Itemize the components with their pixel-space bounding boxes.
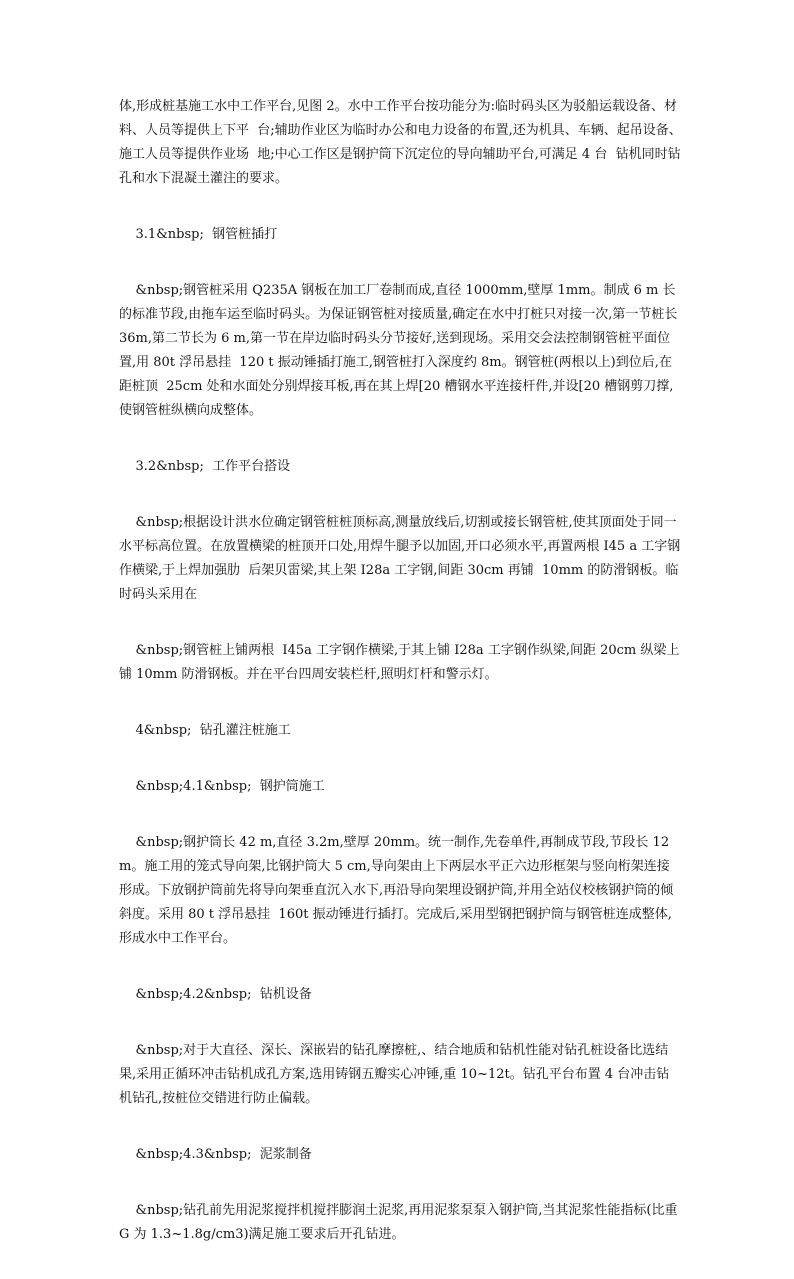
paragraph-steel-pipe-pile: &nbsp;钢管桩采用 Q235A 钢板在加工厂卷制而成,直径 1000mm,壁厚 1mm。制成 6 m 长的标准节段,由拖车运至临时码头。为保证钢管桩对接质量,确定在水中打桩只对接一次,第一节桩长 36m,第二节长为 6 m,第一节在岸边临时码头分节接好,送到现场。采用交会法控制钢管桩平面位置,用 80t 浮吊悬挂 120 t 振动锤插打施工,钢管桩打入深度约 8m。钢管桩(两根以上)到位后,在距桩顶 25cm 处和水面处分别焊接耳板,再在其上焊[20 槽钢水平连接杆件,并设[20 槽钢剪刀撑,使钢管桩纵横向成整体。 [119,283,682,418]
paragraph-drilling-equipment: &nbsp;对于大直径、深长、深嵌岩的钻孔摩擦桩,、结合地质和钻机性能对钻孔桩设备比选结果,采用正循环冲击钻机成孔方案,选用铸钢五瓣实心冲锤,重 10~12t。钻孔平台布置 4 台冲击钻机钻孔,按桩位交错进行防止偏载。 [119,1043,670,1106]
heading-3-2-platform-erection: 3.2&nbsp; 工作平台搭设 [119,459,291,474]
paragraph-temporary-dock: &nbsp;钢管桩上铺两根 I45a 工字钢作横梁,于其上铺 I28a 工字钢作纵梁,间距 20cm 纵梁上铺 10mm 防滑钢板。并在平台四周安装栏杆,照明灯杆和警示灯。 [119,643,680,682]
heading-4-1-steel-casing: &nbsp;4.1&nbsp; 钢护筒施工 [119,779,325,794]
document-body [119,95,682,1279]
paragraph-platform-erection: &nbsp;根据设计洪水位确定钢管桩桩顶标高,测量放线后,切割或接长钢管桩,使其顶面处于同一水平标高位置。在放置横梁的桩顶开口处,用焊牛腿予以加固,开口必须水平,再置两根 I45 a 工字钢作横梁,于上焊加强肋 后架贝雷梁,其上架 I28a 工字钢,间距 30cm 再铺 10mm 的防滑钢板。临时码头采用在 [119,515,681,602]
heading-4-2-drilling-equipment: &nbsp;4.2&nbsp; 钻机设备 [119,987,312,1002]
heading-4-3-slurry-preparation: &nbsp;4.3&nbsp; 泥浆制备 [119,1147,312,1162]
paragraph-slurry-preparation: &nbsp;钻孔前先用泥浆搅拌机搅拌膨润土泥浆,再用泥浆泵泵入钢护筒,当其泥浆性能指标(比重 G 为 1.3~1.8g/cm3)满足施工要求后开孔钻进。 [119,1203,682,1242]
paragraph-steel-casing: &nbsp;钢护筒长 42 m,直径 3.2m,壁厚 20mm。统一制作,先卷单件,再制成节段,节段长 12m。施工用的笼式导向架,比钢护筒大 5 cm,导向架由上下两层水平正六边形框架与竖向桁架连接形成。下放钢护筒前先将导向架垂直沉入水下,再沿导向架埋设钢护筒,并用全站仪校核钢护筒的倾斜度。采用 80 t 浮吊悬挂 160t 振动锤进行插打。完成后,采用型钢把钢护筒与钢管桩连成整体,形成水中工作平台。 [119,835,674,946]
heading-3-1-steel-pipe-pile-driving: 3.1&nbsp; 钢管桩插打 [119,227,278,242]
heading-4-bored-pile-construction: 4&nbsp; 钻孔灌注桩施工 [119,723,291,738]
paragraph-work-platform: 体,形成桩基施工水中工作平台,见图 2。水中工作平台按功能分为:临时码头区为驳船运载设备、材料、人员等提供上下平 台;辅助作业区为临时办公和电力设备的布置,还为机具、车辆、起吊设备、施工人员等提供作业场 地;中心工作区是钢护筒下沉定位的导向辅助平台,可满足 4 台 钻机同时钻孔和水下混凝土灌注的要求。 [119,99,682,186]
